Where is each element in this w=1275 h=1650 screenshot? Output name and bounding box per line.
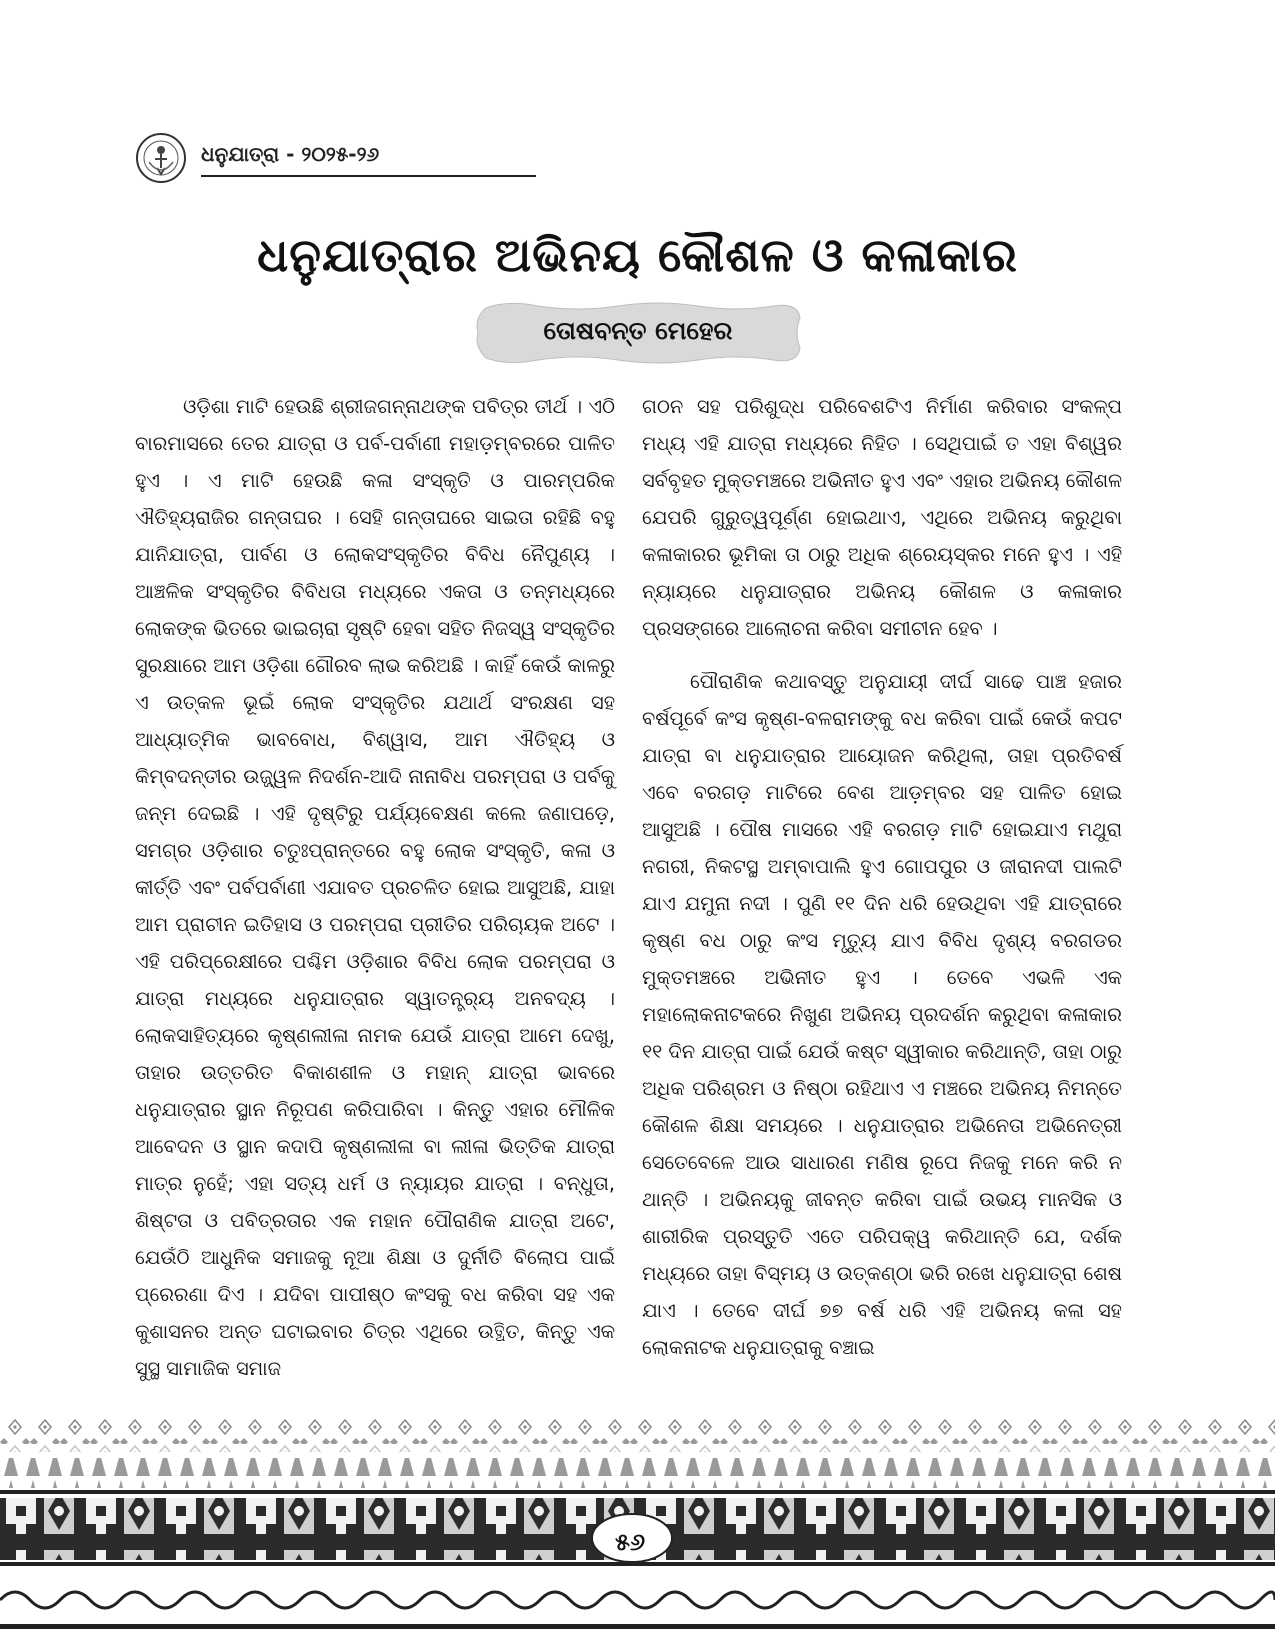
header-underline — [201, 175, 536, 177]
paragraph: ଗଠନ ସହ ପରିଶୁଦ୍ଧ ପରିବେଶଟିଏ ନିର୍ମାଣ କରିବାର ସଂକଳ୍ପ ମଧ୍ୟ ଏହି ଯାତ୍ରା ମଧ୍ୟରେ ନିହିତ । ସେଥିପାଇଁ ତ ଏହା ବିଶ୍ୱର ସର୍ବବୃହତ ମୁକ୍ତମଞ୍ଚରେ ଅଭିନୀତ ହୁଏ ଏବଂ ଏହାର ଅଭିନୟ କୌଶଳ ଯେପରି ଗୁରୁତ୍ୱପୂର୍ଣ୍ଣ ହୋଇଥାଏ, ଏଥିରେ ଅଭିନୟ କରୁଥିବା କଳାକାରର ଭୂମିକା ତା ଠାରୁ ଅଧିକ ଶ୍ରେୟସ୍କର ମନେ ହୁଏ । ଏହି ନ୍ୟାୟରେ ଧନୁଯାତ୍ରାର ଅଭିନୟ କୌଶଳ ଓ କଳାକାର ପ୍ରସଙ୍ଗରେ ଆଲୋଚନା କରିବା ସମୀଚୀନ ହେବ । — [642, 395, 1122, 640]
author-name: ତୋଷବନ୍ତ ମେହେର — [543, 316, 733, 345]
body-column-right — [642, 388, 1122, 1366]
running-title: ଧନୁଯାତ୍ରା - ୨୦୨୫-୨୬ — [201, 142, 380, 166]
page-number: ୫୬ — [614, 1528, 646, 1556]
emblem-seal-icon — [135, 132, 187, 184]
paragraph: ଓଡ଼ିଶା ମାଟି ହେଉଛି ଶ୍ରୀଜଗନ୍ନାଥଙ୍କ ପବିତ୍ର ତୀର୍ଥ । ଏଠି ବାରମାସରେ ତେର ଯାତ୍ରା ଓ ପର୍ବ-ପର୍ବାଣୀ ମହାଡ଼ମ୍ବରରେ ପାଳିତ ହୁଏ । ଏ ମାଟି ହେଉଛି କଳା ସଂସ୍କୃତି ଓ ପାରମ୍ପରିକ ଐତିହ୍ୟରାଜିର ଗନ୍ତାଘର । ସେହି ଗନ୍ତାଘରେ ସାଇତା ରହିଛି ବହୁ ଯାନିଯାତ୍ରା, ପାର୍ବଣ ଓ ଲୋକସଂସ୍କୃତିର ବିବିଧ ନୈପୁଣ୍ୟ । ଆଞ୍ଚଳିକ ସଂସ୍କୃତିର ବିବିଧତା ମଧ୍ୟରେ ଏକତା ଓ ତନ୍ମଧ୍ୟରେ ଲୋକଙ୍କ ଭିତରେ ଭାଇଚାରା ସୃଷ୍ଟି ହେବା ସହିତ ନିଜସ୍ୱ ସଂସ୍କୃତିର ସୁରକ୍ଷାରେ ଆମ ଓଡ଼ିଶା ଗୌରବ ଲାଭ କରିଅଛି । କାହିଁ କେଉଁ କାଳରୁ ଏ ଉତ୍କଳ ଭୂଇଁ ଲୋକ ସଂସ୍କୃତିର ଯଥାର୍ଥ ସଂରକ୍ଷଣ ସହ ଆଧ୍ୟାତ୍ମିକ ଭାବବୋଧ, ବିଶ୍ୱାସ, ଆମ ଐତିହ୍ୟ ଓ କିମ୍ବଦନ୍ତୀର ଉଜ୍ଜ୍ୱଳ ନିଦର୍ଶନ-ଆଦି ନାନାବିଧ ପରମ୍ପରା ଓ ପର୍ବକୁ ଜନ୍ମ ଦେଇଛି । ଏହି ଦୃଷ୍ଟିରୁ ପର୍ଯ୍ୟବେକ୍ଷଣ କଲେ ଜଣାପଡ଼େ, ସମଗ୍ର ଓଡ଼ିଶାର ଚତୁଃପ୍ରାନ୍ତରେ ବହୁ ଲୋକ ସଂସ୍କୃତି, କଳା ଓ କୀର୍ତ୍ତି ଏବଂ ପର୍ବପର୍ବାଣୀ ଏଯାବତ ପ୍ରଚଳିତ ହୋଇ ଆସୁଅଛି, ଯାହା ଆମ ପ୍ରାଚୀନ ଇତିହାସ ଓ ପରମ୍ପରା ପ୍ରୀତିର ପରିଚାୟକ ଅଟେ । ଏହି ପରିପ୍ରେକ୍ଷୀରେ ପଶ୍ଚିମ ଓଡ଼ିଶାର ବିବିଧ ଲୋକ ପରମ୍ପରା ଓ ଯାତ୍ରା ମଧ୍ୟରେ ଧନୁଯାତ୍ରାର ସ୍ୱାତନ୍ତ୍ର୍ୟ ଅନବଦ୍ୟ । ଲୋକସାହିତ୍ୟରେ କୃଷ୍ଣଲୀଳା ନାମକ ଯେଉଁ ଯାତ୍ରା ଆମେ ଦେଖୁ, ତାହାର ଉତ୍ତରିତ ବିକାଶଶୀଳ ଓ ମହାନ୍ ଯାତ୍ରା ଭାବରେ ଧନୁଯାତ୍ରାର ସ୍ଥାନ ନିରୂପଣ କରିପାରିବା । କିନ୍ତୁ ଏହାର ମୌଳିକ ଆବେଦନ ଓ ସ୍ଥାନ କଦାପି କୃଷ୍ଣଲୀଳା ବା ଲୀଳା ଭିତ୍ତିକ ଯାତ୍ରା ମାତ୍ର ନୁହେଁ; ଏହା ସତ୍ୟ ଧର୍ମ ଓ ନ୍ୟାୟର ଯାତ୍ରା । ବନ୍ଧୁତା, ଶିଷ୍ଟତା ଓ ପବିତ୍ରତାର ଏକ ମହାନ ପୌରାଣିକ ଯାତ୍ରା ଅଟେ, ଯେଉଁଠି ଆଧୁନିକ ସମାଜକୁ ନୂଆ ଶିକ୍ଷା ଓ ଦୁର୍ନୀତି ବିଲୋପ ପାଇଁ ପ୍ରେରଣା ଦିଏ । ଯଦିବା ପାପୀଷ୍ଠ କଂସକୁ ବଧ କରିବା ସହ ଏକ କୁଶାସନର ଅନ୍ତ ଘଟାଇବାର ଚିତ୍ର ଏଥିରେ ଉତ୍ଥିତ, କିନ୍ତୁ ଏକ ସୁସ୍ଥ ସାମାଜିକ ସମାଜ — [135, 395, 615, 1380]
paragraph: ପୌରାଣିକ କଥାବସ୍ତୁ ଅନୁଯାୟୀ ଦୀର୍ଘ ସାଢେ ପାଞ୍ଚ ହଜାର ବର୍ଷପୂର୍ବେ କଂସ କୃଷ୍ଣ-ବଳରାମଙ୍କୁ ବଧ କରିବା ପାଇଁ କେଉଁ କପଟ ଯାତ୍ରା ବା ଧନୁଯାତ୍ରାର ଆୟୋଜନ କରିଥିଲା, ତାହା ପ୍ରତିବର୍ଷ ଏବେ ବରଗଡ଼ ମାଟିରେ ବେଶ ଆଡ଼ମ୍ବର ସହ ପାଳିତ ହୋଇ ଆସୁଅଛି । ପୌଷ ମାସରେ ଏହି ବରଗଡ଼ ମାଟି ହୋଇଯାଏ ମଥୁରା ନଗରୀ, ନିକଟସ୍ଥ ଅମ୍ବାପାଲି ହୁଏ ଗୋପପୁର ଓ ଜୀରାନଦୀ ପାଲଟି ଯାଏ ଯମୁନା ନଦୀ । ପୁଣି ୧୧ ଦିନ ଧରି ହେଉଥିବା ଏହି ଯାତ୍ରାରେ କୃଷ୍ଣ ବଧ ଠାରୁ କଂସ ମୃତ୍ୟୁ ଯାଏ ବିବିଧ ଦୃଶ୍ୟ ବରଗଡର ମୁକ୍ତମଞ୍ଚରେ ଅଭିନୀତ ହୁଏ । ତେବେ ଏଭଳି ଏକ ମହାଲୋକନାଟକରେ ନିଖୁଣ ଅଭିନୟ ପ୍ରଦର୍ଶନ କରୁଥିବା କଳାକାର ୧୧ ଦିନ ଯାତ୍ରା ପାଇଁ ଯେଉଁ କଷ୍ଟ ସ୍ୱୀକାର କରିଥାନ୍ତି, ତାହା ଠାରୁ ଅଧିକ ପରିଶ୍ରମ ଓ ନିଷ୍ଠା ରହିଥାଏ ଏ ମଞ୍ଚରେ ଅଭିନୟ ନିମନ୍ତେ କୌଶଳ ଶିକ୍ଷା ସମୟରେ । ଧନୁଯାତ୍ରାର ଅଭିନେତା ଅଭିନେତ୍ରୀ ସେତେବେଳେ ଆଉ ସାଧାରଣ ମଣିଷ ରୂପେ ନିଜକୁ ମନେ କରି ନ ଥାନ୍ତି । ଅଭିନୟକୁ ଜୀବନ୍ତ କରିବା ପାଇଁ ଉଭୟ ମାନସିକ ଓ ଶାରୀରିକ ପ୍ରସ୍ତୁତି ଏତେ ପରିପକ୍ୱ କରିଥାନ୍ତି ଯେ, ଦର୍ଶକ ମଧ୍ୟରେ ତାହା ବିସ୍ମୟ ଓ ଉତ୍କଣ୍ଠା ଭରି ରଖେ ଧନୁଯାତ୍ରା ଶେଷ ଯାଏ । ତେବେ ଦୀର୍ଘ ୭୭ ବର୍ଷ ଧରି ଏହି ଅଭିନୟ କଳା ସହ ଲୋକନାଟକ ଧନୁଯାତ୍ରାକୁ ବଞ୍ଚାଇ — [642, 670, 1122, 1359]
body-column-left — [135, 388, 615, 1387]
article-title: ଧନୁଯାତ୍ରାର ଅଭିନୟ କୌଶଳ ଓ କଳାକାର — [257, 228, 1018, 282]
running-header — [135, 132, 435, 180]
author-banner — [468, 298, 808, 368]
